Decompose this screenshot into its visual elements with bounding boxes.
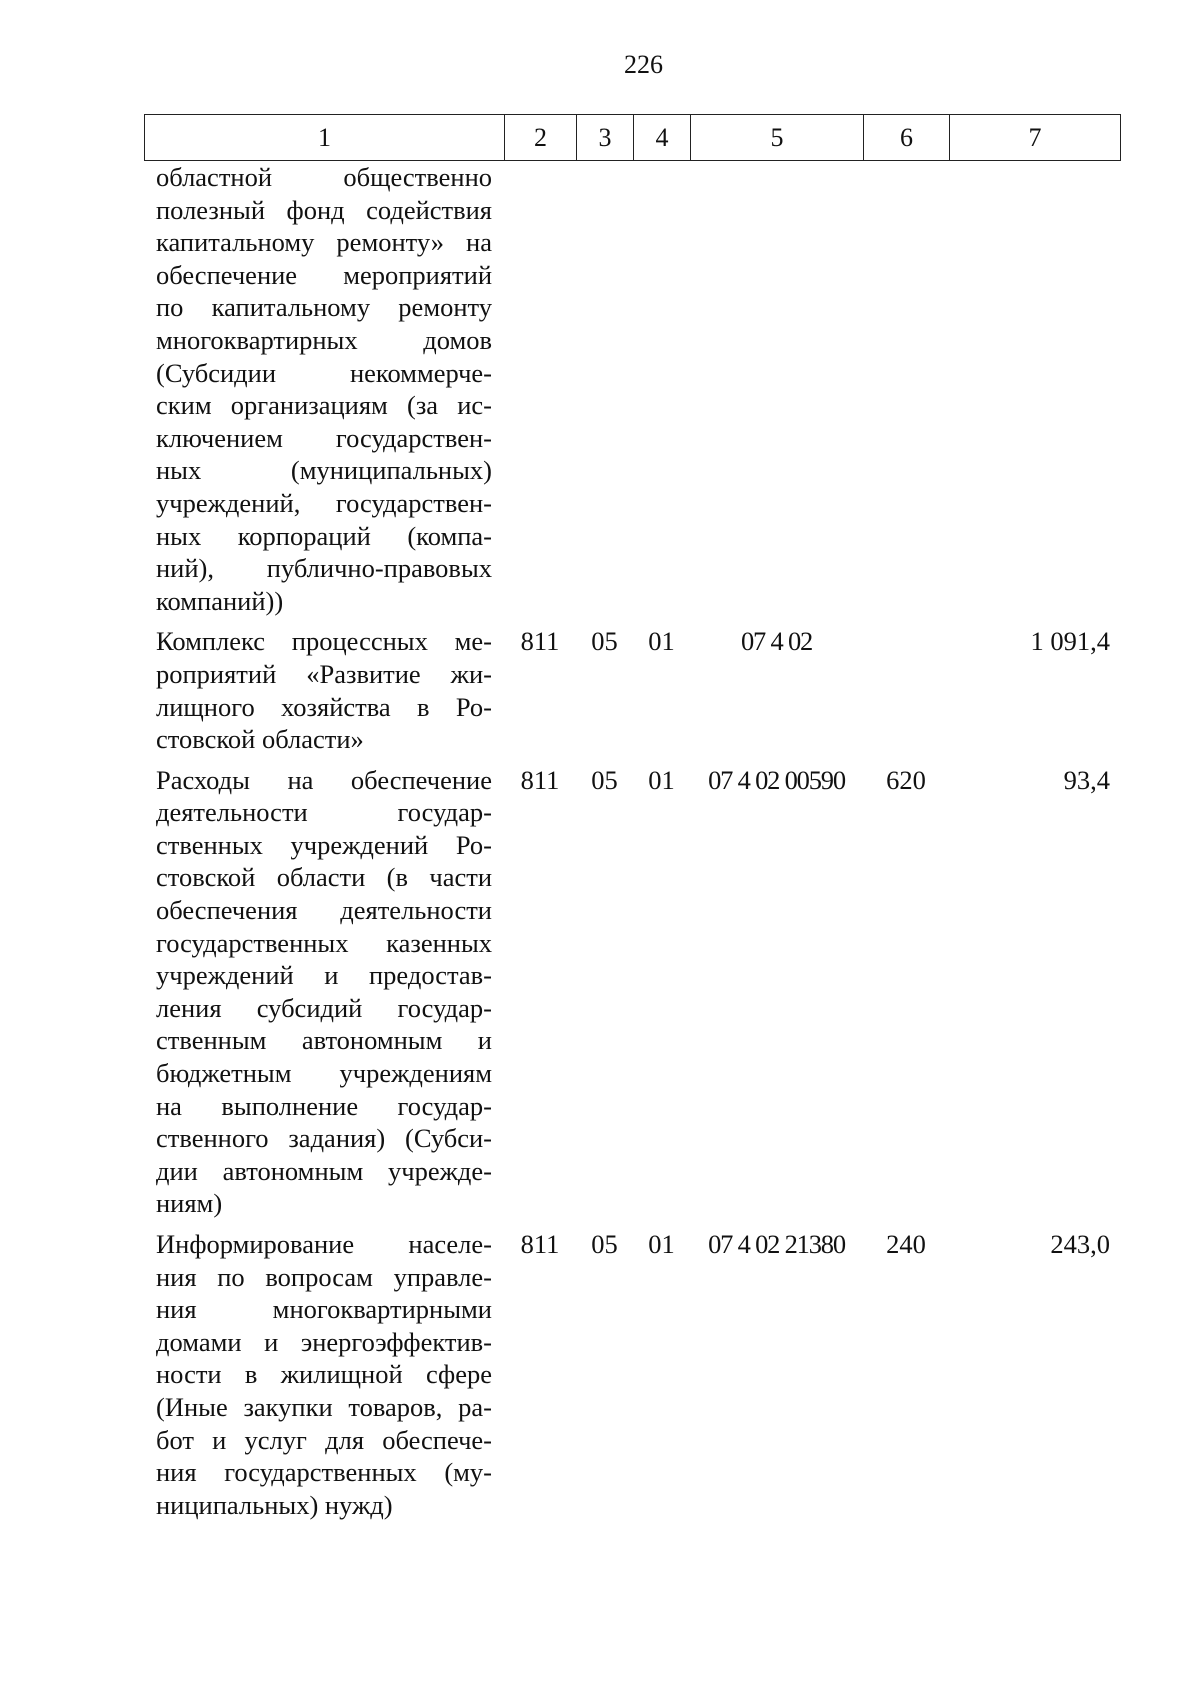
row-rz: 05 bbox=[591, 626, 618, 657]
row-pr: 01 bbox=[648, 626, 675, 657]
text-line: областной общественно bbox=[156, 162, 492, 192]
text-line: учреждений и предостав- bbox=[156, 960, 492, 991]
row-description bbox=[144, 764, 504, 1220]
text-line: полезный фонд содействия bbox=[156, 194, 492, 225]
text-line: дии автономным учрежде- bbox=[156, 1155, 492, 1186]
text-line: ния многоквартирными bbox=[156, 1294, 492, 1325]
text-line: ским организациям (за ис- bbox=[156, 390, 492, 421]
text-line: Информирование населе- bbox=[156, 1229, 492, 1259]
text-line: Комплекс процессных ме- bbox=[156, 626, 492, 657]
row-pr: 01 bbox=[648, 764, 675, 795]
row-grbs: 811 bbox=[520, 626, 560, 657]
row-vr: 240 bbox=[886, 1229, 926, 1259]
text-line: ключением государствен- bbox=[156, 422, 492, 453]
page-number: 226 bbox=[624, 50, 663, 79]
text-line: на выполнение государ- bbox=[156, 1090, 492, 1121]
text-line: многоквартирных домов bbox=[156, 324, 492, 355]
row-amount: 1 091,4 bbox=[1030, 626, 1110, 657]
text-line: (Иные закупки товаров, ра- bbox=[156, 1391, 492, 1422]
table-body bbox=[144, 161, 1120, 1521]
header-col-1: 1 bbox=[145, 115, 505, 161]
text-line: ниципальных) нужд) bbox=[156, 1489, 393, 1520]
row-csr: 07 4 02 21380 bbox=[708, 1229, 845, 1259]
row-description bbox=[144, 625, 504, 755]
row-vr: 620 bbox=[886, 764, 926, 795]
text-line: капитальному ремонту» на bbox=[156, 227, 492, 258]
text-line: обеспечение мероприятий bbox=[156, 259, 492, 290]
text-line: домами и энергоэффектив- bbox=[156, 1326, 492, 1357]
header-col-4: 4 bbox=[634, 115, 691, 161]
row-rz: 05 bbox=[591, 764, 618, 795]
text-line: роприятий «Развитие жи- bbox=[156, 658, 492, 689]
text-line: ления субсидий государ- bbox=[156, 992, 492, 1023]
text-line: ственным автономным и bbox=[156, 1025, 492, 1056]
row-amount: 243,0 bbox=[1050, 1229, 1110, 1259]
header-col-7: 7 bbox=[950, 115, 1121, 161]
text-line: ния государственных (му- bbox=[156, 1457, 492, 1488]
row-description bbox=[144, 1228, 504, 1521]
text-line: по капитальному ремонту bbox=[156, 292, 492, 323]
text-line: бюджетным учреждениям bbox=[156, 1058, 492, 1089]
text-line: ности в жилищной сфере bbox=[156, 1359, 492, 1390]
header-col-5: 5 bbox=[691, 115, 864, 161]
text-line: учреждений, государствен- bbox=[156, 487, 492, 518]
text-line: ния по вопросам управле- bbox=[156, 1261, 492, 1292]
table-header bbox=[144, 114, 1121, 161]
row-amount: 93,4 bbox=[1063, 764, 1110, 795]
row-pr: 01 bbox=[648, 1229, 675, 1259]
row-csr: 07 4 02 00590 bbox=[708, 764, 845, 795]
row-description bbox=[144, 161, 504, 617]
text-line: ственного задания) (Субси- bbox=[156, 1123, 492, 1154]
text-line: Расходы на обеспечение bbox=[156, 764, 492, 795]
text-line: (Субсидии некоммерче- bbox=[156, 357, 492, 388]
row-grbs: 811 bbox=[520, 1229, 560, 1259]
text-line: ственных учреждений Ро- bbox=[156, 829, 492, 860]
table-row bbox=[144, 1228, 1120, 1521]
text-line: стовской области» bbox=[156, 724, 364, 755]
text-line: ний), публично-правовых bbox=[156, 553, 492, 584]
table-row bbox=[144, 161, 1120, 617]
header-col-2: 2 bbox=[505, 115, 577, 161]
text-line: бот и услуг для обеспече- bbox=[156, 1424, 492, 1455]
text-line: обеспечения деятельности bbox=[156, 895, 492, 926]
table-row bbox=[144, 625, 1120, 755]
text-line: государственных казенных bbox=[156, 927, 492, 958]
text-line: ниям) bbox=[156, 1188, 223, 1219]
header-col-3: 3 bbox=[577, 115, 634, 161]
text-line: деятельности государ- bbox=[156, 797, 492, 828]
text-line: ных (муниципальных) bbox=[156, 455, 492, 486]
row-csr: 07 4 02 bbox=[740, 626, 813, 657]
text-line: ных корпораций (компа- bbox=[156, 520, 492, 551]
table-row bbox=[144, 764, 1120, 1220]
header-col-6: 6 bbox=[864, 115, 950, 161]
text-line: лищного хозяйства в Ро- bbox=[156, 691, 492, 722]
row-grbs: 811 bbox=[520, 764, 560, 795]
row-rz: 05 bbox=[591, 1229, 618, 1259]
text-line: компаний)) bbox=[156, 585, 284, 616]
text-line: стовской области (в части bbox=[156, 862, 492, 893]
